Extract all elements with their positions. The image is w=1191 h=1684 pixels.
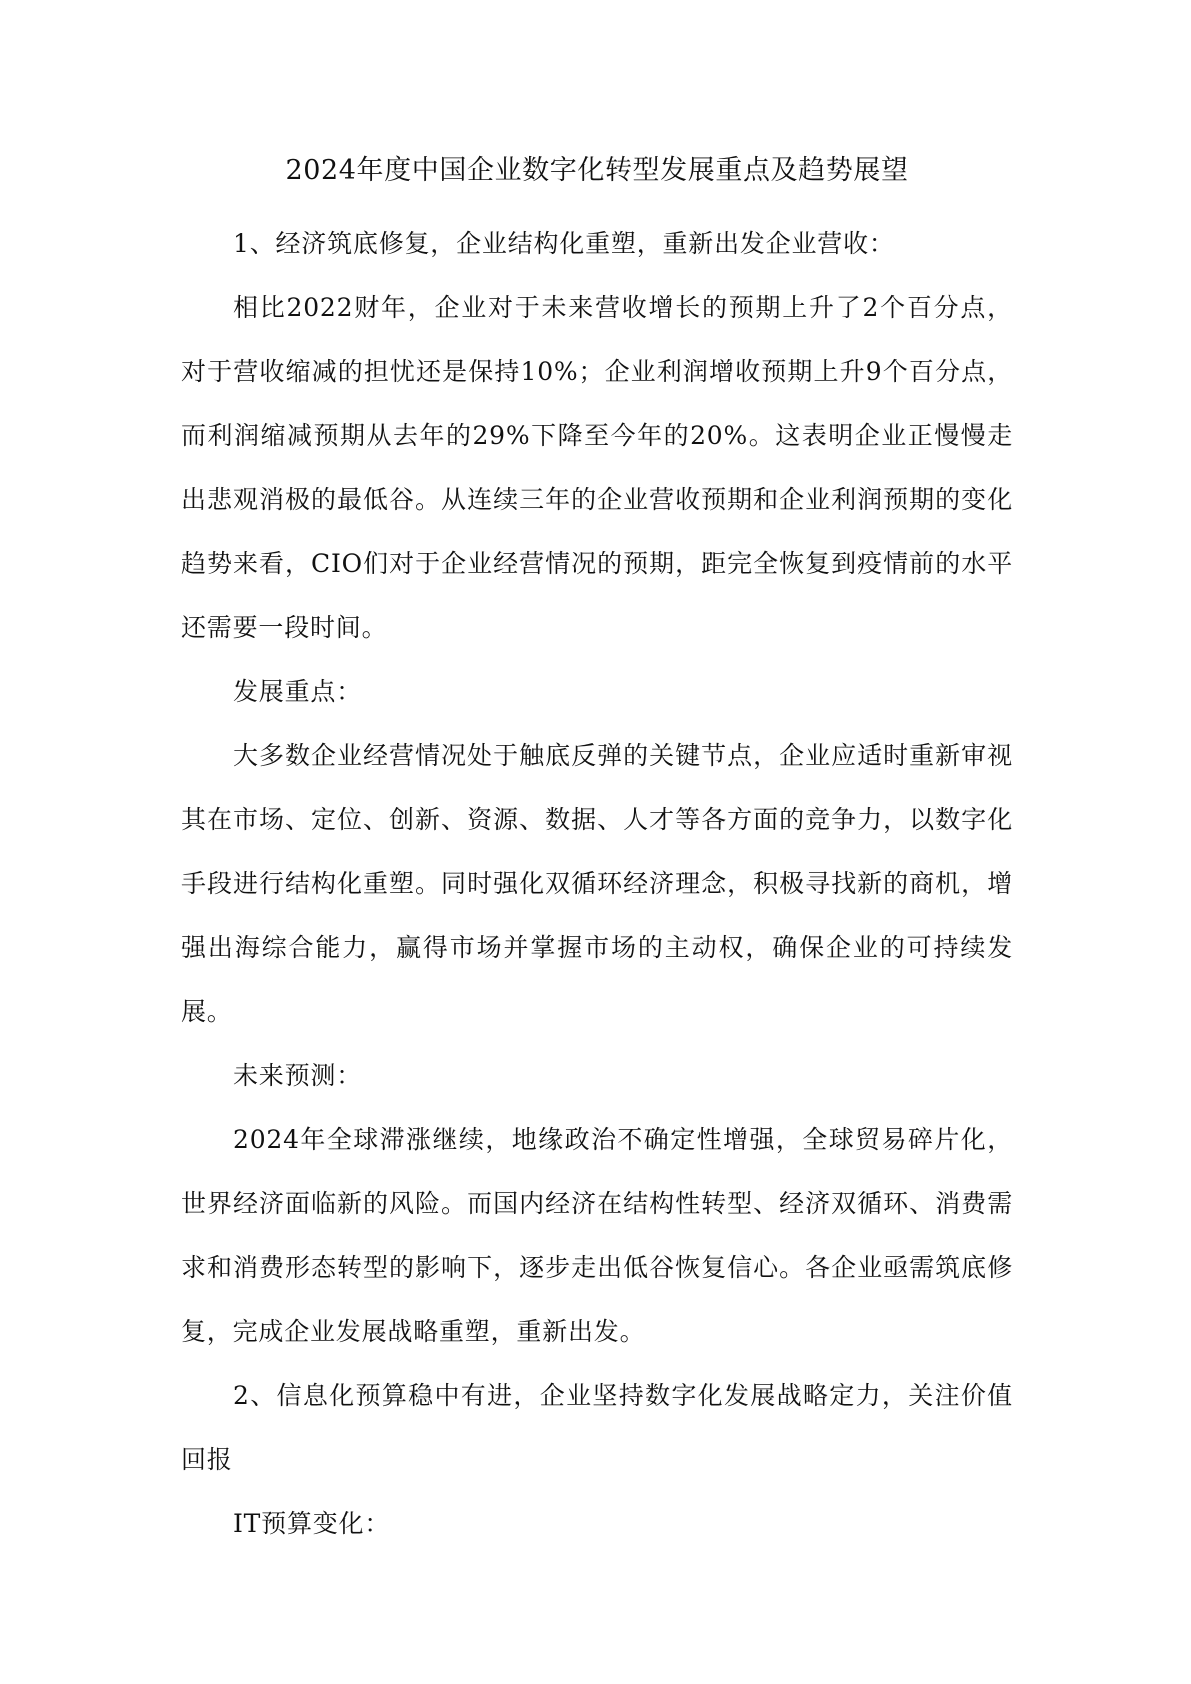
paragraph-development-focus: 大多数企业经营情况处于触底反弹的关键节点，企业应适时重新审视其在市场、定位、创新、资源、数据、人才等各方面的竞争力，以数字化手段进行结构化重塑。同时强化双循环经济理念，积极寻找新的商机，增强出海综合能力，赢得市场并掌握市场的主动权，确保企业的可持续发展。 [181, 741, 1013, 1026]
paragraph-revenue-expectations: 相比2022财年，企业对于未来营收增长的预期上升了2个百分点，对于营收缩减的担忧还是保持10%；企业利润增收预期上升9个百分点，而利润缩减预期从去年的29%下降至今年的20%。这表明企业正慢慢走出悲观消极的最低谷。从连续三年的企业营收预期和企业利润预期的变化趋势来看，CIO们对于企业经营情况的预期，距完全恢复到疫情前的水平还需要一段时间。 [181, 293, 1013, 642]
subheading-future-forecast: 未来预测： [233, 1061, 363, 1090]
subheading-it-budget-change: IT预算变化： [233, 1509, 391, 1538]
title-spacer [181, 200, 1013, 212]
paragraph-future-forecast: 2024年全球滞涨继续，地缘政治不确定性增强，全球贸易碎片化，世界经济面临新的风险。而国内经济在结构性转型、经济双循环、消费需求和消费形态转型的影响下，逐步走出低谷恢复信心。各企业亟需筑底修复，完成企业发展战略重塑，重新出发。 [181, 1125, 1013, 1346]
document-title: 2024年度中国企业数字化转型发展重点及趋势展望 [285, 155, 909, 186]
section-heading-it-budget: 2、信息化预算稳中有进，企业坚持数字化发展战略定力，关注价值回报 [181, 1381, 1013, 1474]
document-body [181, 142, 1013, 1556]
subheading-development-focus: 发展重点： [233, 677, 363, 706]
section-heading-economy: 1、经济筑底修复，企业结构化重塑，重新出发企业营收： [233, 229, 895, 258]
